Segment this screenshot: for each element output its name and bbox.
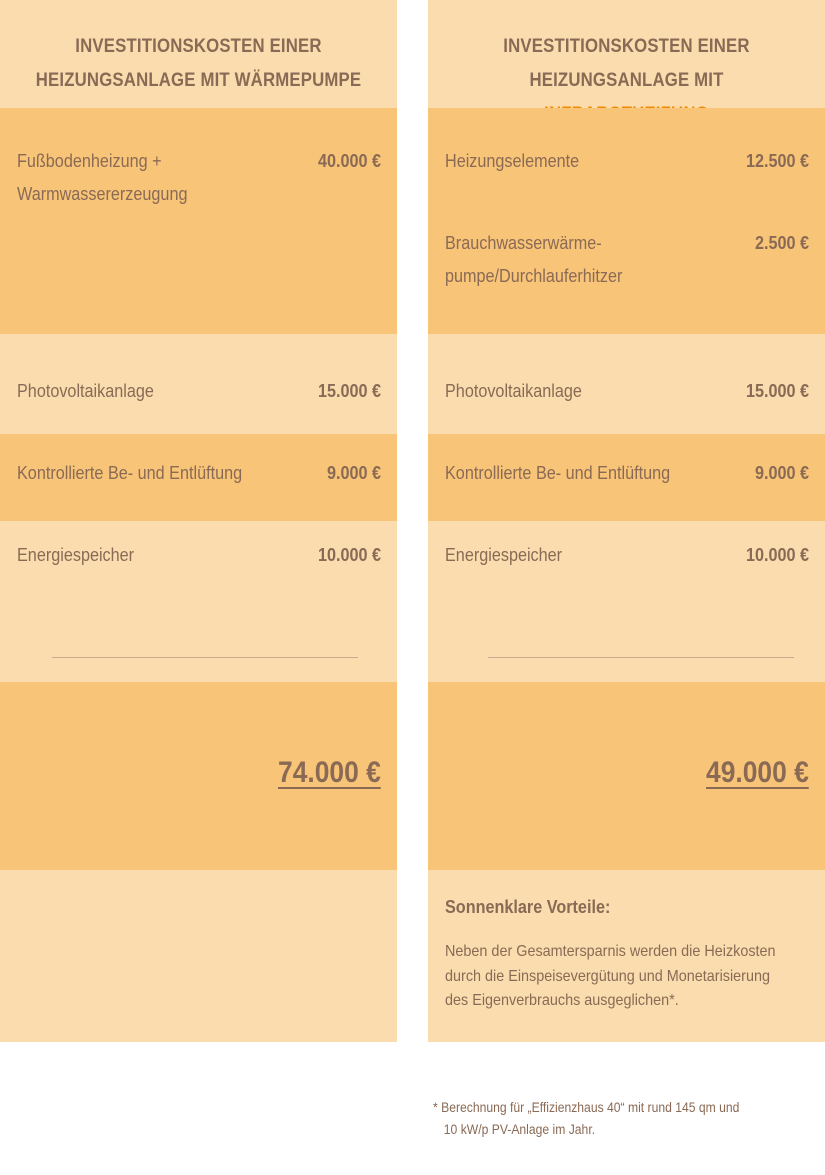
total-divider <box>52 657 358 658</box>
cost-band <box>428 334 825 434</box>
cost-band <box>0 108 397 334</box>
total-value: 74.000 € <box>278 756 381 789</box>
cost-label: Fußbodenheizung + Warmwassererzeugung <box>17 151 188 204</box>
cost-band <box>428 108 825 334</box>
column-title: INVESTITIONSKOSTEN EINER HEIZUNGSANLAGE MIT <box>456 29 797 131</box>
cost-label: Energiespeicher <box>445 545 563 565</box>
advantages-text: Neben der Gesamtersparnis werden die Heizkosten durch die Einspeisevergütung und Monetarisierung des Eigenverbrauchs ausgeglichen*. <box>445 943 776 1009</box>
cost-band <box>0 334 397 434</box>
cost-label: Photovoltaikanlage <box>17 381 154 401</box>
cost-value: 10.000 € <box>317 545 381 565</box>
total-divider <box>488 657 794 658</box>
cost-label: Kontrollierte Be- und Entlüftung <box>445 463 671 483</box>
cost-value: 12.500 € <box>745 151 809 171</box>
cost-label: Photovoltaikanlage <box>445 381 582 401</box>
cost-value: 10.000 € <box>745 545 809 565</box>
cost-value: 9.000 € <box>326 463 381 483</box>
cost-value: 15.000 € <box>745 381 809 401</box>
cost-label: Kontrollierte Be- und Entlüftung <box>17 463 243 483</box>
cost-band <box>428 434 825 521</box>
header-band <box>0 0 397 108</box>
footnote: * Berechnung für „Effizienzhaus 40“ mit rund 145 qm und 10 kW/p PV-Anlage im Jahr. <box>433 1100 740 1137</box>
cost-label: Energiespeicher <box>17 545 135 565</box>
advantages-title: Sonnenklare Vorteile: <box>445 897 611 917</box>
cost-label: Heizungselemente <box>445 151 580 171</box>
cost-value: 2.500 € <box>754 233 809 253</box>
column-title: INVESTITIONSKOSTEN EINER HEIZUNGSANLAGE MIT WÄRMEPUMPE <box>35 35 362 91</box>
header-band <box>428 0 825 108</box>
cost-value: 40.000 € <box>317 151 381 171</box>
total-value: 49.000 € <box>706 756 809 789</box>
cost-value: 15.000 € <box>317 381 381 401</box>
cost-label: Brauchwasserwärme- pumpe/Durchlauferhitzer <box>445 233 623 286</box>
footer-band <box>0 870 397 1042</box>
cost-band <box>0 434 397 521</box>
cost-value: 9.000 € <box>754 463 809 483</box>
